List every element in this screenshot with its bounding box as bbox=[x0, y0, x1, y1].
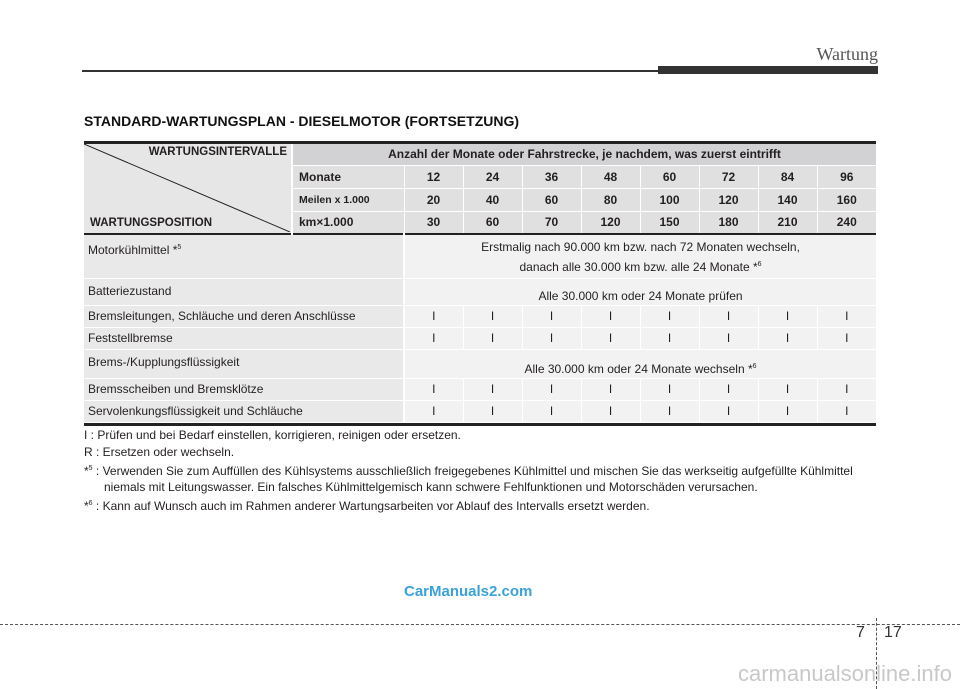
table-bottom-rule bbox=[84, 423, 876, 426]
note-mark: * bbox=[84, 499, 89, 513]
check-cell: I bbox=[699, 305, 758, 327]
interval-cell: 12 bbox=[404, 165, 463, 188]
battery-instruction: Alle 30.000 km oder 24 Monate prüfen bbox=[404, 278, 876, 305]
note-coolant bbox=[84, 461, 874, 495]
check-cell: I bbox=[640, 305, 699, 327]
interval-cell: 120 bbox=[699, 188, 758, 211]
check-cell: I bbox=[463, 327, 522, 349]
header-bar bbox=[658, 66, 878, 74]
maintenance-table bbox=[84, 141, 876, 426]
interval-cell: 48 bbox=[581, 165, 640, 188]
check-cell: I bbox=[522, 400, 581, 422]
check-cell: I bbox=[404, 378, 463, 400]
interval-cell: 24 bbox=[463, 165, 522, 188]
table-row bbox=[84, 278, 876, 305]
check-cell: I bbox=[463, 400, 522, 422]
row-label-miles: Meilen x 1.000 bbox=[292, 188, 404, 211]
check-cell: I bbox=[640, 327, 699, 349]
instruction-line-2 bbox=[405, 256, 876, 276]
interval-cell: 60 bbox=[640, 165, 699, 188]
coolant-instruction bbox=[404, 234, 876, 278]
check-cell: I bbox=[404, 305, 463, 327]
check-cell: I bbox=[758, 305, 817, 327]
item-label: Motorkühlmittel * bbox=[88, 243, 178, 257]
note-replace: R : Ersetzen oder wechseln. bbox=[84, 445, 235, 459]
check-cell: I bbox=[817, 400, 876, 422]
footnote-mark: 6 bbox=[757, 261, 762, 269]
instruction-text: Alle 30.000 km oder 24 Monate wechseln * bbox=[524, 361, 753, 376]
table-row bbox=[84, 349, 876, 378]
check-cell: I bbox=[758, 400, 817, 422]
position-label: WARTUNGSPOSITION bbox=[90, 217, 213, 229]
item-power-steering: Servolenkungsflüssigkeit und Schläuche bbox=[84, 400, 404, 422]
footnotes bbox=[84, 427, 874, 515]
footnote-mark: 6 bbox=[752, 362, 757, 370]
check-cell: I bbox=[522, 378, 581, 400]
interval-cell: 180 bbox=[699, 211, 758, 234]
interval-cell: 100 bbox=[640, 188, 699, 211]
check-cell: I bbox=[463, 305, 522, 327]
chapter-number: 7 bbox=[856, 624, 865, 641]
site-watermark: carmanualsonline.info bbox=[737, 661, 952, 686]
check-cell: I bbox=[640, 378, 699, 400]
note-sup: 5 bbox=[88, 465, 93, 472]
span-header: Anzahl der Monate oder Fahrstrecke, je nachdem, was zuerst eintrifft bbox=[292, 144, 876, 165]
note-optional bbox=[84, 496, 874, 514]
check-cell: I bbox=[522, 305, 581, 327]
item-brake-fluid: Brems-/Kupplungsflüssigkeit bbox=[84, 349, 404, 378]
interval-cell: 80 bbox=[581, 188, 640, 211]
interval-cell: 96 bbox=[817, 165, 876, 188]
check-cell: I bbox=[699, 378, 758, 400]
interval-cell: 140 bbox=[758, 188, 817, 211]
instruction-line: Erstmalig nach 90.000 km bzw. nach 72 Monaten wechseln, bbox=[481, 240, 800, 255]
item-brake-lines: Bremsleitungen, Schläuche und deren Anschlüsse bbox=[84, 305, 404, 327]
interval-cell: 36 bbox=[522, 165, 581, 188]
check-cell: I bbox=[817, 327, 876, 349]
check-cell: I bbox=[404, 400, 463, 422]
table-row bbox=[84, 400, 876, 422]
section-title: STANDARD-WARTUNGSPLAN - DIESELMOTOR (FORTSETZUNG) bbox=[84, 113, 520, 129]
check-cell: I bbox=[758, 378, 817, 400]
interval-cell: 60 bbox=[522, 188, 581, 211]
interval-cell: 84 bbox=[758, 165, 817, 188]
interval-position-corner bbox=[84, 144, 292, 234]
footnote-mark: 5 bbox=[177, 244, 182, 251]
check-cell: I bbox=[581, 327, 640, 349]
table-row bbox=[84, 305, 876, 327]
table-row bbox=[84, 378, 876, 400]
interval-cell: 160 bbox=[817, 188, 876, 211]
item-parking-brake: Feststellbremse bbox=[84, 327, 404, 349]
check-cell: I bbox=[817, 305, 876, 327]
note-mark: * bbox=[84, 464, 89, 478]
note-text: : Kann auf Wunsch auch im Rahmen anderer Wartungsarbeiten vor Ablauf des Intervalls ersetzt werden. bbox=[92, 499, 650, 513]
header-title: Wartung bbox=[816, 44, 878, 64]
interval-cell: 30 bbox=[404, 211, 463, 234]
header-rule bbox=[82, 70, 660, 72]
interval-cell: 120 bbox=[581, 211, 640, 234]
check-cell: I bbox=[404, 327, 463, 349]
interval-cell: 40 bbox=[463, 188, 522, 211]
item-brake-discs: Bremsscheiben und Bremsklötze bbox=[84, 378, 404, 400]
instruction-text: danach alle 30.000 km bzw. alle 24 Monate * bbox=[519, 260, 758, 275]
interval-cell: 240 bbox=[817, 211, 876, 234]
note-text: : Verwenden Sie zum Auffüllen des Kühlsystems ausschließlich freigegebenes Kühlmittel und mischen Sie das werkseitig aufgefüllte Kühlmittel niemals mit Leitungswasser. Ein falsches Kühlmittelgemisch kann schwere Fehlfunktionen und Motorschäden verursachen. bbox=[92, 464, 853, 494]
interval-cell: 20 bbox=[404, 188, 463, 211]
table-row bbox=[84, 234, 876, 278]
item-coolant bbox=[84, 234, 404, 278]
interval-label: WARTUNGSINTERVALLE bbox=[148, 146, 287, 158]
row-label-km: km×1.000 bbox=[292, 211, 404, 234]
interval-cell: 150 bbox=[640, 211, 699, 234]
interval-cell: 70 bbox=[522, 211, 581, 234]
brake-fluid-instruction bbox=[404, 349, 876, 378]
item-battery: Batteriezustand bbox=[84, 278, 404, 305]
check-cell: I bbox=[699, 327, 758, 349]
check-cell: I bbox=[699, 400, 758, 422]
check-cell: I bbox=[581, 305, 640, 327]
footer-rule bbox=[0, 624, 960, 625]
check-cell: I bbox=[522, 327, 581, 349]
interval-cell: 210 bbox=[758, 211, 817, 234]
page-number: 17 bbox=[884, 624, 902, 641]
check-cell: I bbox=[581, 378, 640, 400]
check-cell: I bbox=[581, 400, 640, 422]
watermark-link[interactable]: CarManuals2.com bbox=[404, 583, 533, 600]
table-row bbox=[84, 327, 876, 349]
note-sup: 6 bbox=[88, 500, 93, 507]
interval-cell: 72 bbox=[699, 165, 758, 188]
check-cell: I bbox=[640, 400, 699, 422]
check-cell: I bbox=[817, 378, 876, 400]
interval-cell: 60 bbox=[463, 211, 522, 234]
note-inspect: I : Prüfen und bei Bedarf einstellen, korrigieren, reinigen oder ersetzen. bbox=[84, 428, 461, 442]
check-cell: I bbox=[463, 378, 522, 400]
check-cell: I bbox=[758, 327, 817, 349]
row-label-months: Monate bbox=[292, 165, 404, 188]
